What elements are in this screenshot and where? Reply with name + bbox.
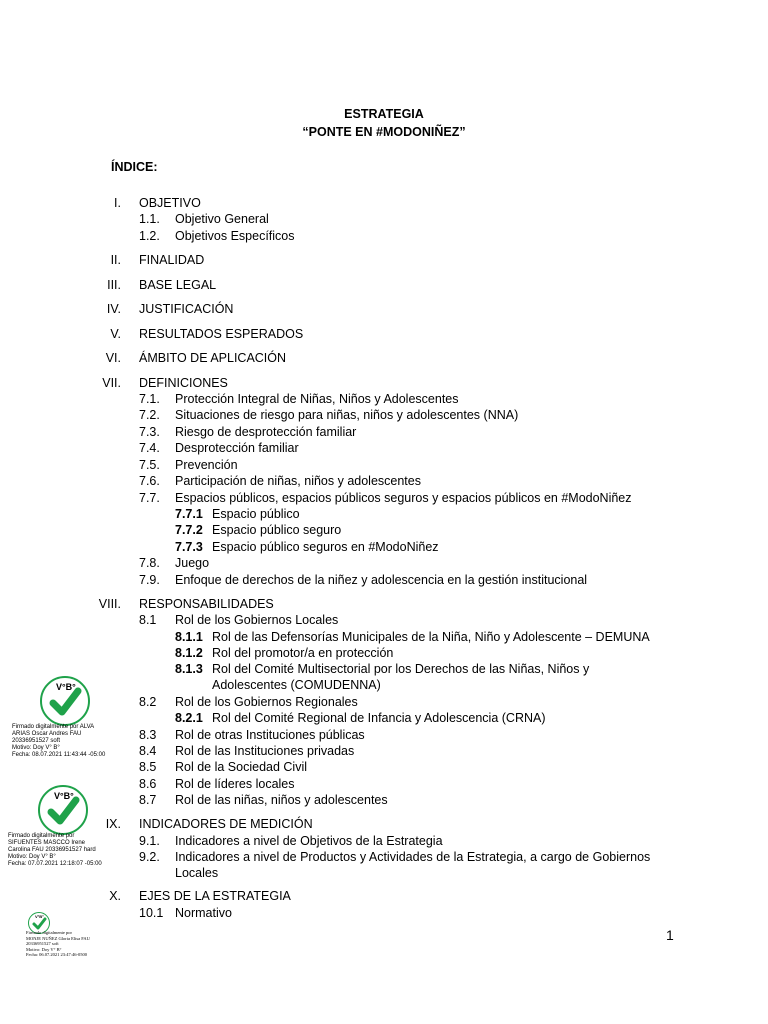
- signature-stamp-2: V°B° Firmado digitalmente por SIFUENTES MASCCO Irene Carolina FAU 20336951527 hard Motivo: Doy V° B° Fecha: 07.07.2021 12:18:07 -05:00: [8, 785, 128, 865]
- signature-stamp-1: V°B° Firmado digitalmente por ALVA ARIAS Oscar Andres FAU 20336951527 soft Motivo: Doy V° B° Fecha: 08.07.2021 11:43:44 -05:00: [10, 676, 130, 756]
- toc-number: 10.1: [139, 906, 164, 920]
- toc-text: EJES DE LA ESTRATEGIA: [139, 889, 291, 903]
- index-heading: ÍNDICE:: [111, 160, 158, 174]
- toc-number: IV.: [106, 302, 121, 316]
- toc-text: Espacios públicos, espacios públicos seguros y espacios públicos en #ModoNiñez: [175, 491, 632, 505]
- toc-number: 7.3.: [139, 425, 160, 439]
- toc-text: Rol de la Sociedad Civil: [175, 760, 308, 774]
- toc-text: Espacio público seguros en #ModoNiñez: [212, 540, 439, 554]
- toc-number: II.: [110, 253, 121, 267]
- toc-text: Objetivo General: [175, 212, 269, 226]
- approval-badge-icon: V°B°: [28, 912, 50, 934]
- toc-text: FINALIDAD: [139, 253, 205, 267]
- toc-text: RESULTADOS ESPERADOS: [139, 327, 304, 341]
- toc-text: DEFINICIONES: [139, 376, 228, 390]
- toc-text: Rol de las niñas, niños y adolescentes: [175, 793, 388, 807]
- toc-text: Rol de líderes locales: [175, 777, 295, 791]
- toc-number: 1.2.: [139, 229, 160, 243]
- toc-text: Objetivos Específicos: [175, 229, 295, 243]
- toc-text: Normativo: [175, 906, 232, 920]
- toc-number: 8.3: [139, 728, 157, 742]
- toc-number: 1.1.: [139, 212, 160, 226]
- toc-text: Rol del promotor/a en protección: [212, 646, 394, 660]
- toc-number: 8.1.2: [175, 646, 203, 660]
- toc-number: 7.2.: [139, 408, 160, 422]
- toc-number: VIII.: [98, 597, 121, 611]
- toc-text: Indicadores a nivel de Objetivos de la Estrategia: [175, 834, 443, 848]
- toc-number: 9.2.: [139, 850, 160, 864]
- toc-number: VII.: [102, 376, 121, 390]
- toc-text: Situaciones de riesgo para niñas, niños y adolescentes (NNA): [175, 408, 519, 422]
- toc-number: 7.7.1: [175, 507, 203, 521]
- toc-number: 7.7.: [139, 491, 160, 505]
- toc-number: 7.6.: [139, 474, 160, 488]
- toc-number: 7.9.: [139, 573, 160, 587]
- toc-number: V.: [110, 327, 121, 341]
- toc-text: Juego: [175, 556, 210, 570]
- page-number: 1: [666, 927, 674, 943]
- approval-badge-icon: V°B°: [40, 676, 90, 726]
- toc-number: 8.6: [139, 777, 157, 791]
- toc-text: Rol de los Gobiernos Locales: [175, 613, 339, 627]
- toc-number: 8.5: [139, 760, 157, 774]
- toc-text: RESPONSABILIDADES: [139, 597, 274, 611]
- toc-text: OBJETIVO: [139, 196, 201, 210]
- toc-number: 7.4.: [139, 441, 160, 455]
- toc-number: 8.4: [139, 744, 157, 758]
- toc-text: Rol de otras Instituciones públicas: [175, 728, 365, 742]
- toc-number: 8.1.3: [175, 662, 203, 676]
- toc-number: VI.: [105, 351, 121, 365]
- toc-text: Enfoque de derechos de la niñez y adolescencia en la gestión institucional: [175, 573, 588, 587]
- toc-number: 8.2.1: [175, 711, 203, 725]
- toc-number: I.: [114, 196, 121, 210]
- toc-number: X.: [109, 889, 121, 903]
- toc-text: Indicadores a nivel de Productos y Actividades de la Estrategia, a cargo de Gobiernos: [175, 850, 651, 864]
- toc-text: Riesgo de desprotección familiar: [175, 425, 357, 439]
- toc-text: Espacio público seguro: [212, 523, 342, 537]
- toc-text: Locales: [175, 866, 219, 880]
- toc-text: Prevención: [175, 458, 238, 472]
- toc-text: Espacio público: [212, 507, 300, 521]
- toc-number: 7.1.: [139, 392, 160, 406]
- toc-number: 7.7.2: [175, 523, 203, 537]
- toc-text: Rol de las Instituciones privadas: [175, 744, 355, 758]
- toc-text: Rol de los Gobiernos Regionales: [175, 695, 358, 709]
- toc-number: 8.1: [139, 613, 157, 627]
- toc-text: Rol del Comité Regional de Infancia y Adolescencia (CRNA): [212, 711, 546, 725]
- toc-number: 8.1.1: [175, 630, 203, 644]
- toc-text: Participación de niñas, niños y adolescentes: [175, 474, 421, 488]
- toc-text: Adolescentes (COMUDENNA): [212, 678, 381, 692]
- toc-text: Desprotección familiar: [175, 441, 299, 455]
- toc-number: 7.8.: [139, 556, 160, 570]
- toc-text: INDICADORES DE MEDICIÓN: [139, 817, 313, 831]
- toc-number: 9.1.: [139, 834, 160, 848]
- toc-text: ÁMBITO DE APLICACIÓN: [139, 351, 287, 365]
- toc-number: 7.5.: [139, 458, 160, 472]
- toc-text: Rol de las Defensorías Municipales de la Niña, Niño y Adolescente – DEMUNA: [212, 630, 650, 644]
- toc-number: III.: [107, 278, 121, 292]
- toc-number: 8.7: [139, 793, 157, 807]
- toc-text: BASE LEGAL: [139, 278, 217, 292]
- toc-number: 7.7.3: [175, 540, 203, 554]
- toc-text: Protección Integral de Niñas, Niños y Adolescentes: [175, 392, 459, 406]
- approval-badge-icon: V°B°: [38, 785, 88, 835]
- toc-number: 8.2: [139, 695, 157, 709]
- toc-text: Rol del Comité Multisectorial por los Derechos de las Niñas, Niños y: [212, 662, 590, 676]
- signature-stamp-3: V°B° Firmado digitalmente por MONJE NUÑEZ Gloria Elisa FAU 20336951527 soft Motivo: Doy V° B° Fecha: 06.07.2021 23:47:46-0500: [26, 914, 90, 957]
- toc-number: IX.: [105, 817, 121, 831]
- document-subtitle: “PONTE EN #MODONIÑEZ”: [302, 125, 466, 139]
- document-title: ESTRATEGIA: [344, 107, 424, 121]
- toc-text: JUSTIFICACIÓN: [139, 302, 234, 316]
